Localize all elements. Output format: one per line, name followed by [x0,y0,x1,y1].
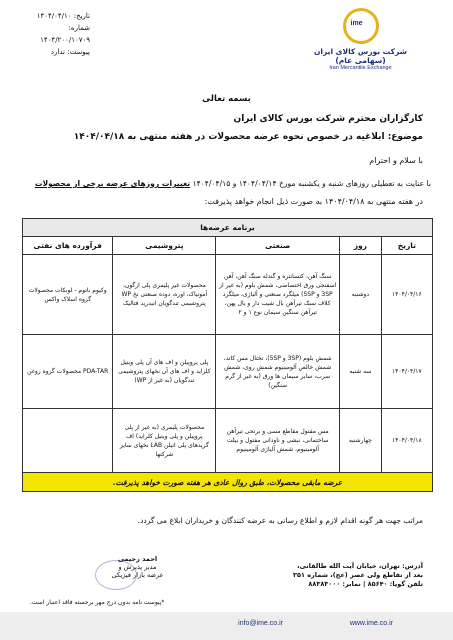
table-footer-highlight: عرضه مابقی محصولات، طبق روال عادی هر هفته صورت خواهد پذیرفت. [23,473,433,492]
addressee: کارگزاران محترم شرکت بورس کالای ایران [233,114,423,124]
header-oil-products: فرآورده های نفتی [23,237,113,255]
row-industrial: سنگ آهن، کنسانتره و گندله سنگ آهن، آهن اسفنجی ورق اختصاصی، شمش بلوم (به غیر از 3SP و 5SP) میلگرد صنعتی و آلیاژی، میلگرد کلاف سبک تیرآهن بال شیب دار و بال پهن، تیرآهن سنگین سیمان نوع ۱ و ۲ [216,255,340,335]
attachment-label: پیوست: ندارد [50,48,90,56]
email-link[interactable]: info@ime.co.ir [238,620,283,627]
signer-name: احمد رحیمی [117,555,158,563]
row-industrial: مس مفتول مقاطع مسی و برنجی تیرآهن ساختمانی، نبشی و ناودانی مفتول و بیلت آلومینیوم، شمش آلیاژی آلومینیوم [216,409,340,473]
row-oil-products: PDA-TAR محصولات گروه روغن [23,335,113,409]
validity-note: *پیوست نامه بدون درج مهر برجسته فاقد اعتبار است. [30,599,165,606]
logo-name-fa: شرکت بورس کالای ایران (سهامی عام) [313,47,408,65]
row-oil-products: وکیوم باتوم - لوبکات محصولات گروه اسلاک واکس [23,255,113,335]
basmala: بسمه تعالی [202,94,251,104]
row-date: ۱۴۰۴/۰۴/۱۷ [381,335,432,409]
body-line-1 [16,179,431,188]
address-line-2: بعد از تقاطع ولی عصر (عج)، شماره ۳۵۱ [293,571,423,579]
row-day: سه شنبه [340,335,382,409]
ime-logo [308,8,413,71]
body-line-1-prefix: با عنایت به تعطیلی روزهای شنبه و یکشنبه مورخ ۱۴۰۴/۰۴/۱۴ و ۱۴۰۴/۰۴/۱۵ [190,179,431,188]
table-row [23,335,433,409]
row-petrochemical: محصولات پلیمری (به غیر از پلی پروپیلن و پلی وینیل کلراید) اف گریدهای پلی اتیلن LAB نخهای سایر شرکتها [113,409,216,473]
table-title: برنامه عرضه‌ها [23,219,433,237]
body-line-2: در هفته منتهی به ۱۴۰۴/۰۴/۱۸ به صورت ذیل انجام خواهد پذیرفت: [204,197,423,206]
date-label: تاریخ: ۱۴۰۴/۰۴/۱۰ [36,12,90,20]
row-industrial: شمش بلوم (3SP و 5SP)، تختال مس کاتد، شمش خالص آلومینیوم شمش روی، شمش سرب، سایر سیمان ها ورق (به غیر از گرم سنگین) [216,335,340,409]
header-day: روز [340,237,382,255]
logo-mark-icon [343,8,379,44]
table-row [23,255,433,335]
header-petrochemical: پتروشیمی [113,237,216,255]
signer-title-1: مدیر پذیرش و [118,563,157,571]
signature-block [95,555,180,579]
header-date: تاریخ [381,237,432,255]
header-industrial: صنعتی [216,237,340,255]
body-line-1-emphasis: تغییرات روزهای عرضه برخی از محصولات [34,179,191,188]
row-day: چهارشنبه [340,409,382,473]
address-block [273,562,423,589]
table-row [23,409,433,473]
letter-meta [20,10,90,58]
logo-name-en: Iran Mercantile Exchange [329,65,392,71]
row-petrochemical: پلی پروپیلن و اف های آن پلی وینیل کلراید و اف های آن نخهای پتروشیمی تندگویان (به غیر از WP) [113,335,216,409]
row-petrochemical: محصولات غیر پلیمری پلی ازگون، آمونیاک، اوره، دوده صنعتی نخ WP پتروشیمی تندگویان انیدرید فتالیک [113,255,216,335]
subject: موضوع: ابلاغیه در خصوص نحوه عرضه محصولات در هفته منتهی به ۱۴۰۴/۰۴/۱۸ [73,132,423,142]
row-date: ۱۴۰۴/۰۴/۱۶ [381,255,432,335]
logo-mark-text: ime [350,20,363,27]
row-day: دوشنبه [340,255,382,335]
closing-line: مراتب جهت هر گونه اقدام لازم و اطلاع رسانی به عرضه کنندگان و خریداران ابلاغ می گردد. [137,516,423,525]
address-line-1: آدرس: تهران، خیابان آیت الله طالقانی، [297,562,423,570]
address-line-3: تلفن گویا: ۸۵۶۴۰ | نمابر: ۸۸۳۸۳۰۰۰ [308,580,423,588]
website-link[interactable]: www.ime.co.ir [349,620,393,627]
row-oil-products [23,409,113,473]
greeting: با سلام و احترام [369,156,423,165]
number-label: شماره: ۱۴۰۴/۲۰۰/۱۰۷۰۹ [40,24,90,44]
row-date: ۱۴۰۴/۰۴/۱۸ [381,409,432,473]
offering-schedule-table [22,218,433,492]
signer-title-2: عرضه بازار فیزیکی [111,571,164,579]
